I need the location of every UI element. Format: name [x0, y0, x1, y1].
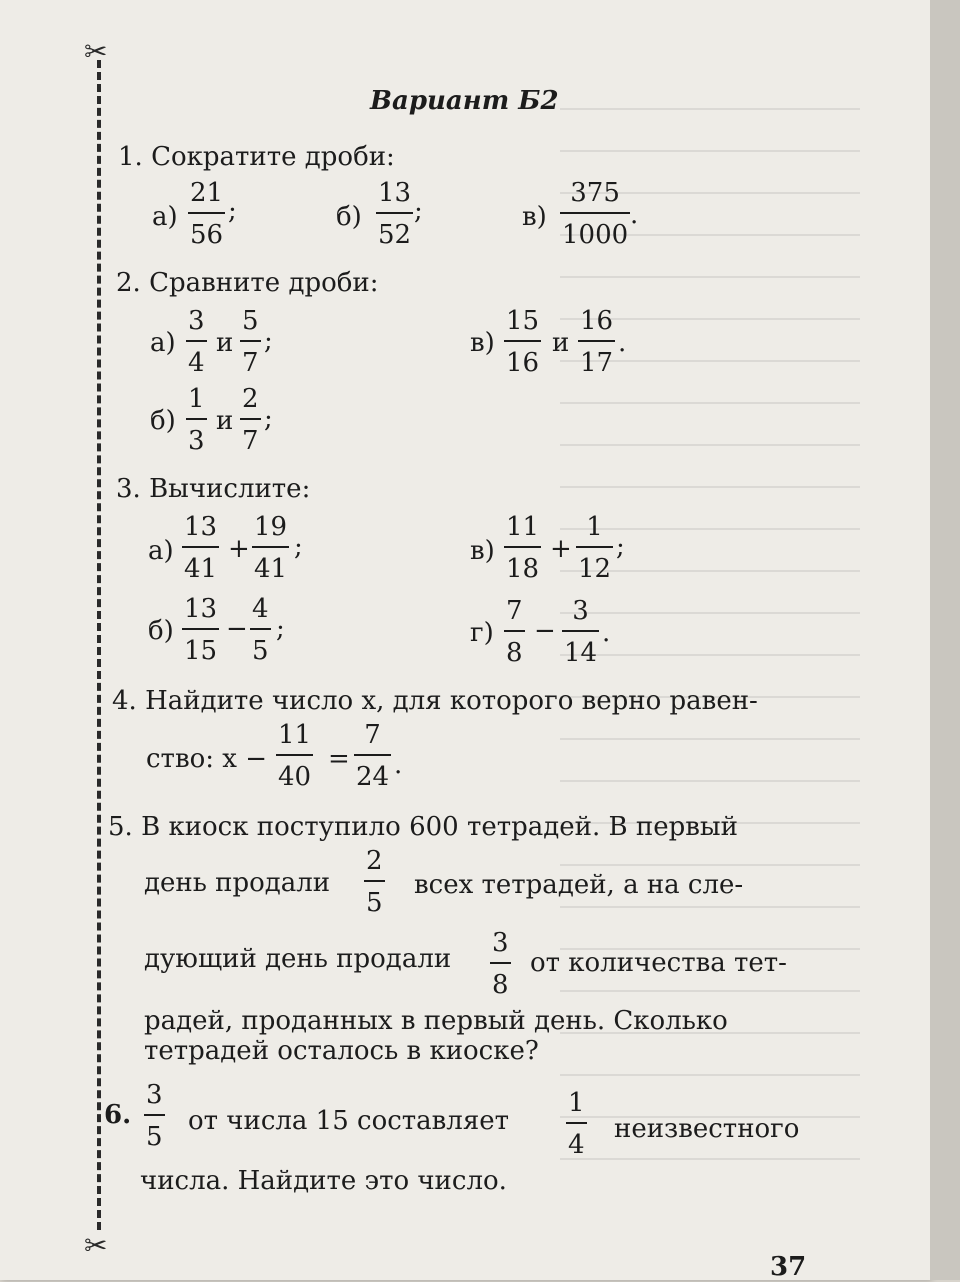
- scissors-icon: ✂: [84, 1229, 108, 1262]
- fraction: 2 7: [242, 384, 259, 456]
- fraction: 13 15: [184, 594, 218, 666]
- fraction: 5 7: [242, 306, 259, 378]
- task1-heading: 1. Сократите дроби:: [118, 142, 395, 172]
- fraction: 3 8: [492, 928, 509, 1000]
- fraction: 13 41: [184, 512, 218, 584]
- task5-line1: 5. В киоск поступило 600 тетрадей. В первый: [108, 812, 738, 842]
- fraction: 1 4: [568, 1088, 585, 1160]
- page-number: 37: [770, 1252, 807, 1282]
- scissors-icon: ✂: [84, 35, 108, 68]
- task4-line1: 4. Найдите число x, для которого верно равен-: [112, 686, 758, 716]
- task1-a-label: а): [152, 202, 178, 232]
- fraction: 7 24: [356, 720, 390, 792]
- fraction: 3 14: [564, 596, 598, 668]
- task4-line2: ство: x −: [146, 744, 267, 774]
- cut-line: [97, 60, 101, 1230]
- fraction: 375 1000: [562, 178, 629, 250]
- task1-v-label: в): [522, 202, 547, 232]
- next-page-edge: [930, 0, 960, 1280]
- fraction: 4 5: [252, 594, 269, 666]
- fraction: 2 5: [366, 846, 383, 918]
- variant-title: Вариант Б2: [370, 86, 559, 116]
- book-page: ✂ ✂ Вариант Б2 1. Сократите дроби: а) 21 56 ; б) 13 52 ; в) 375 1000 . 2. Сравните дроби: а) 3 4 и 5 7 ; в) 15 16 и 16 17 . б) 1 3 и 2 7 ; 3. Вычислите: а) 13 41 + 19 41 ; в) 11 18 + 1 12 ; б) 13 15 − 4 5 ; г) 7 8 − 3 14 . 4. Найдите число x, для которого верно равен- ство: x − 11 40 = 7 24 . 5. В киоск поступило 600 тетрадей. В первый день продали 2 5 всех тетрадей, а на сле- дующий день продали 3 8 от количества тет- радей, проданных в первый день. Сколько тетрадей осталось в киоске? 6. 3 5 от числа 15 составляет 1 4 неизвестного числа. Найдите это число. 37: [0, 0, 930, 1280]
- task2-heading: 2. Сравните дроби:: [116, 268, 379, 298]
- fraction: 1 12: [578, 512, 612, 584]
- fraction: 3 4: [188, 306, 205, 378]
- fraction: 11 40: [278, 720, 312, 792]
- fraction: 11 18: [506, 512, 540, 584]
- fraction: 13 52: [378, 178, 412, 250]
- task1-b-label: б): [336, 202, 362, 232]
- task3-heading: 3. Вычислите:: [116, 474, 311, 504]
- fraction: 15 16: [506, 306, 540, 378]
- fraction: 19 41: [254, 512, 288, 584]
- fraction: 7 8: [506, 596, 523, 668]
- fraction: 21 56: [190, 178, 224, 250]
- fraction: 3 5: [146, 1080, 163, 1152]
- fraction: 16 17: [580, 306, 614, 378]
- fraction: 1 3: [188, 384, 205, 456]
